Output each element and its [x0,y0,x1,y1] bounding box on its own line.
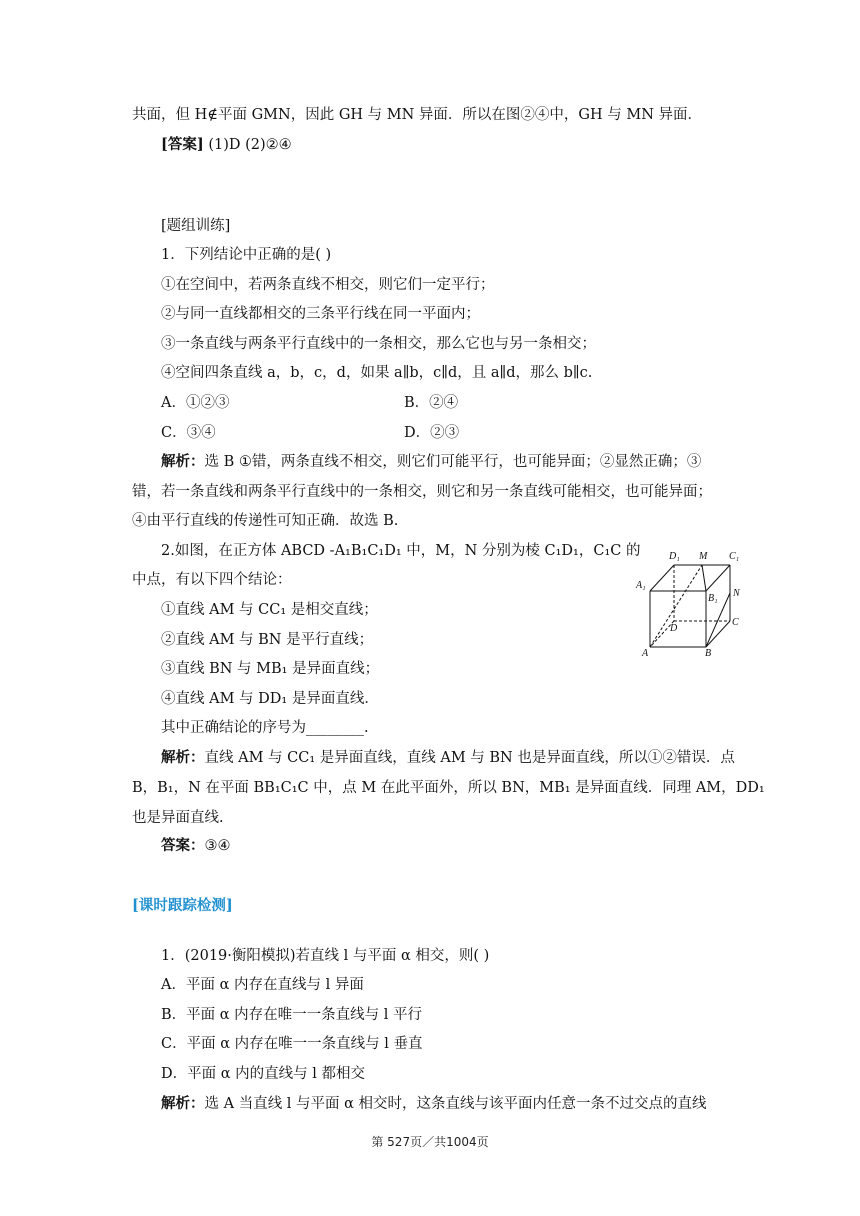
text-line: 共面，但 H∉平面 GMN，因此 GH 与 MN 异面．所以在图②④中，GH 与 MN 异面． [132,107,703,123]
label-d: D [670,623,678,634]
label-d1: D₁ [669,551,680,562]
label-a: A [642,648,649,659]
text-line: ④由平行直线的传递性可知正确．故选 B. [132,513,399,529]
analysis-label: 解析： [161,749,205,766]
edge-a1d1 [650,565,674,591]
option-d: D．②③ [404,425,460,441]
section-title: [课时跟踪检测] [132,897,233,914]
label-n: N [733,588,740,599]
fill-blank: 其中正确结论的序号为________. [161,720,369,736]
analysis-line [161,748,735,768]
option-a: A．①②③ [161,395,230,411]
option-b: B．②④ [404,395,459,411]
analysis-label: 解析： [161,453,205,470]
text-line: 中点，有以下四个结论： [132,572,292,588]
answer-label: [答案] [161,136,204,153]
option-c: C．平面 α 内存在唯一一条直线与 l 垂直 [161,1036,423,1052]
label-m: M [699,551,708,562]
label-c: C [732,617,739,628]
text-line: B，B₁，N 在平面 BB₁C₁C 中，点 M 在此平面外，所以 BN，MB₁ 是异面直线．同理 AM，DD₁ [132,780,765,796]
statement-3: ③一条直线与两条平行直线中的一条相交，那么它也与另一条相交； [161,336,596,352]
label-c1: C₁ [729,551,740,562]
option-b: B．平面 α 内存在唯一一条直线与 l 平行 [161,1007,423,1023]
analysis-line [161,1094,707,1114]
statement-2: ②与同一直线都相交的三条平行线在同一平面内； [161,306,480,322]
option-c: C．③④ [161,425,216,441]
label-a1: A₁ [636,580,646,591]
label-b1: B₁ [708,593,718,604]
analysis-label: 解析： [161,1095,205,1112]
edge-bc [706,621,730,647]
label-b: B [705,648,712,659]
section-heading: [题组训练] [161,218,231,234]
option-d: D．平面 α 内的直线与 l 都相交 [161,1066,365,1082]
question-2: 2.如图，在正方体 ABCD -A₁B₁C₁D₁ 中，M，N 分别为棱 C₁D₁，C₁C 的 [161,543,641,559]
statement-4: ④空间四条直线 a，b，c，d，如果 a∥b，c∥d，且 a∥d，那么 b∥c. [161,365,593,381]
conclusion-2: ②直线 AM 与 BN 是平行直线； [161,632,374,648]
conclusion-4: ④直线 AM 与 DD₁ 是异面直线． [161,691,379,707]
answer-line [161,836,231,856]
answer-text: (1)D (2)②④ [203,137,292,153]
segment-mb1 [702,565,706,591]
statement-1: ①在空间中，若两条直线不相交，则它们一定平行； [161,277,495,293]
conclusion-1: ①直线 AM 与 CC₁ 是相交直线； [161,602,378,618]
segment-am [650,565,702,647]
page-footer: 第 527页／共1004页 [371,1135,489,1149]
cube-figure [633,544,748,659]
conclusion-3: ③直线 BN 与 MB₁ 是异面直线； [161,661,380,677]
answer-label: 答案： [161,837,205,854]
answer-text: ③④ [204,838,231,854]
analysis-text: 选 A 当直线 l 与平面 α 相交时，这条直线与该平面内任意一条不过交点的直线 [204,1096,707,1112]
answer-line [161,135,292,155]
analysis-text: 直线 AM 与 CC₁ 是异面直线，直线 AM 与 BN 也是异面直线，所以①②错误．点 [204,750,735,766]
analysis-text: 选 B ①错，两条直线不相交，则它们可能平行，也可能异面；②显然正确；③ [204,454,702,470]
option-a: A．平面 α 内存在直线与 l 异面 [161,977,364,993]
analysis-line [161,452,701,472]
text-line: 错，若一条直线和两条平行直线中的一条相交，则它和另一条直线可能相交，也可能异面； [132,484,712,500]
question-1: 1．下列结论中正确的是( ) [161,247,332,263]
edge-b1c1 [706,565,730,591]
question-1: 1．(2019·衡阳模拟)若直线 l 与平面 α 相交，则( ) [161,948,490,964]
text-line: 也是异面直线. [132,810,224,826]
